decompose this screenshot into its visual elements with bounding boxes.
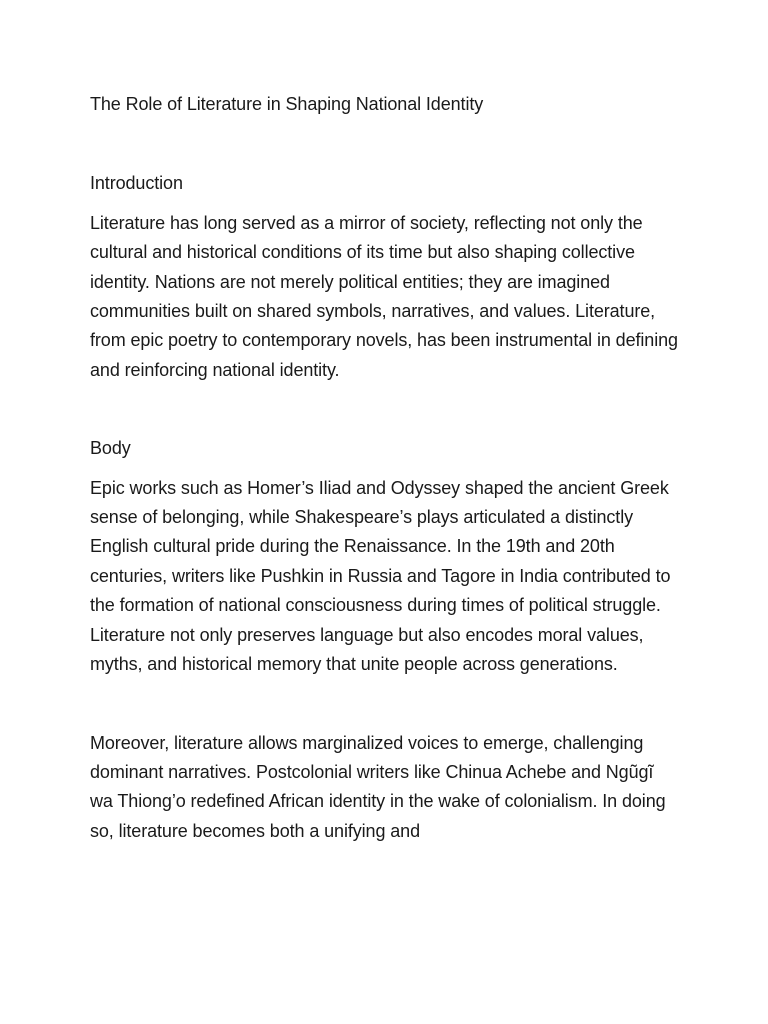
body-heading: Body bbox=[90, 438, 131, 459]
introduction-paragraph: Literature has long served as a mirror of society, reflecting not only the cultural and historical conditions of its time but also shaping collective identity. Nations are not merely political entities; they are imagined communities built on shared symbols, narratives, and values. Literature, from epic poetry to contemporary novels, has been instrumental in defining and reinforcing national identity. bbox=[90, 212, 678, 380]
body-paragraph-1: Epic works such as Homer’s Iliad and Odyssey shaped the ancient Greek sense of belonging, while Shakespeare’s plays articulated a distinctly English cultural pride during the Renaissance. In the 19th and 20th centuries, writers like Pushkin in Russia and Tagore in India contributed to the formation of national consciousness during times of political struggle. Literature not only preserves language but also encodes moral values, myths, and historical memory that unite people across generations. bbox=[90, 477, 671, 675]
document-content bbox=[90, 90, 680, 846]
document-title: The Role of Literature in Shaping National Identity bbox=[90, 94, 484, 114]
body-paragraph-2: Moreover, literature allows marginalized voices to emerge, challenging dominant narratives. Postcolonial writers like Chinua Achebe and Ngũgĩ wa Thiong’o redefined African identity in the wake of colonialism. In doing so, literature becomes both a unifying and bbox=[90, 732, 666, 841]
introduction-heading: Introduction bbox=[90, 173, 183, 194]
